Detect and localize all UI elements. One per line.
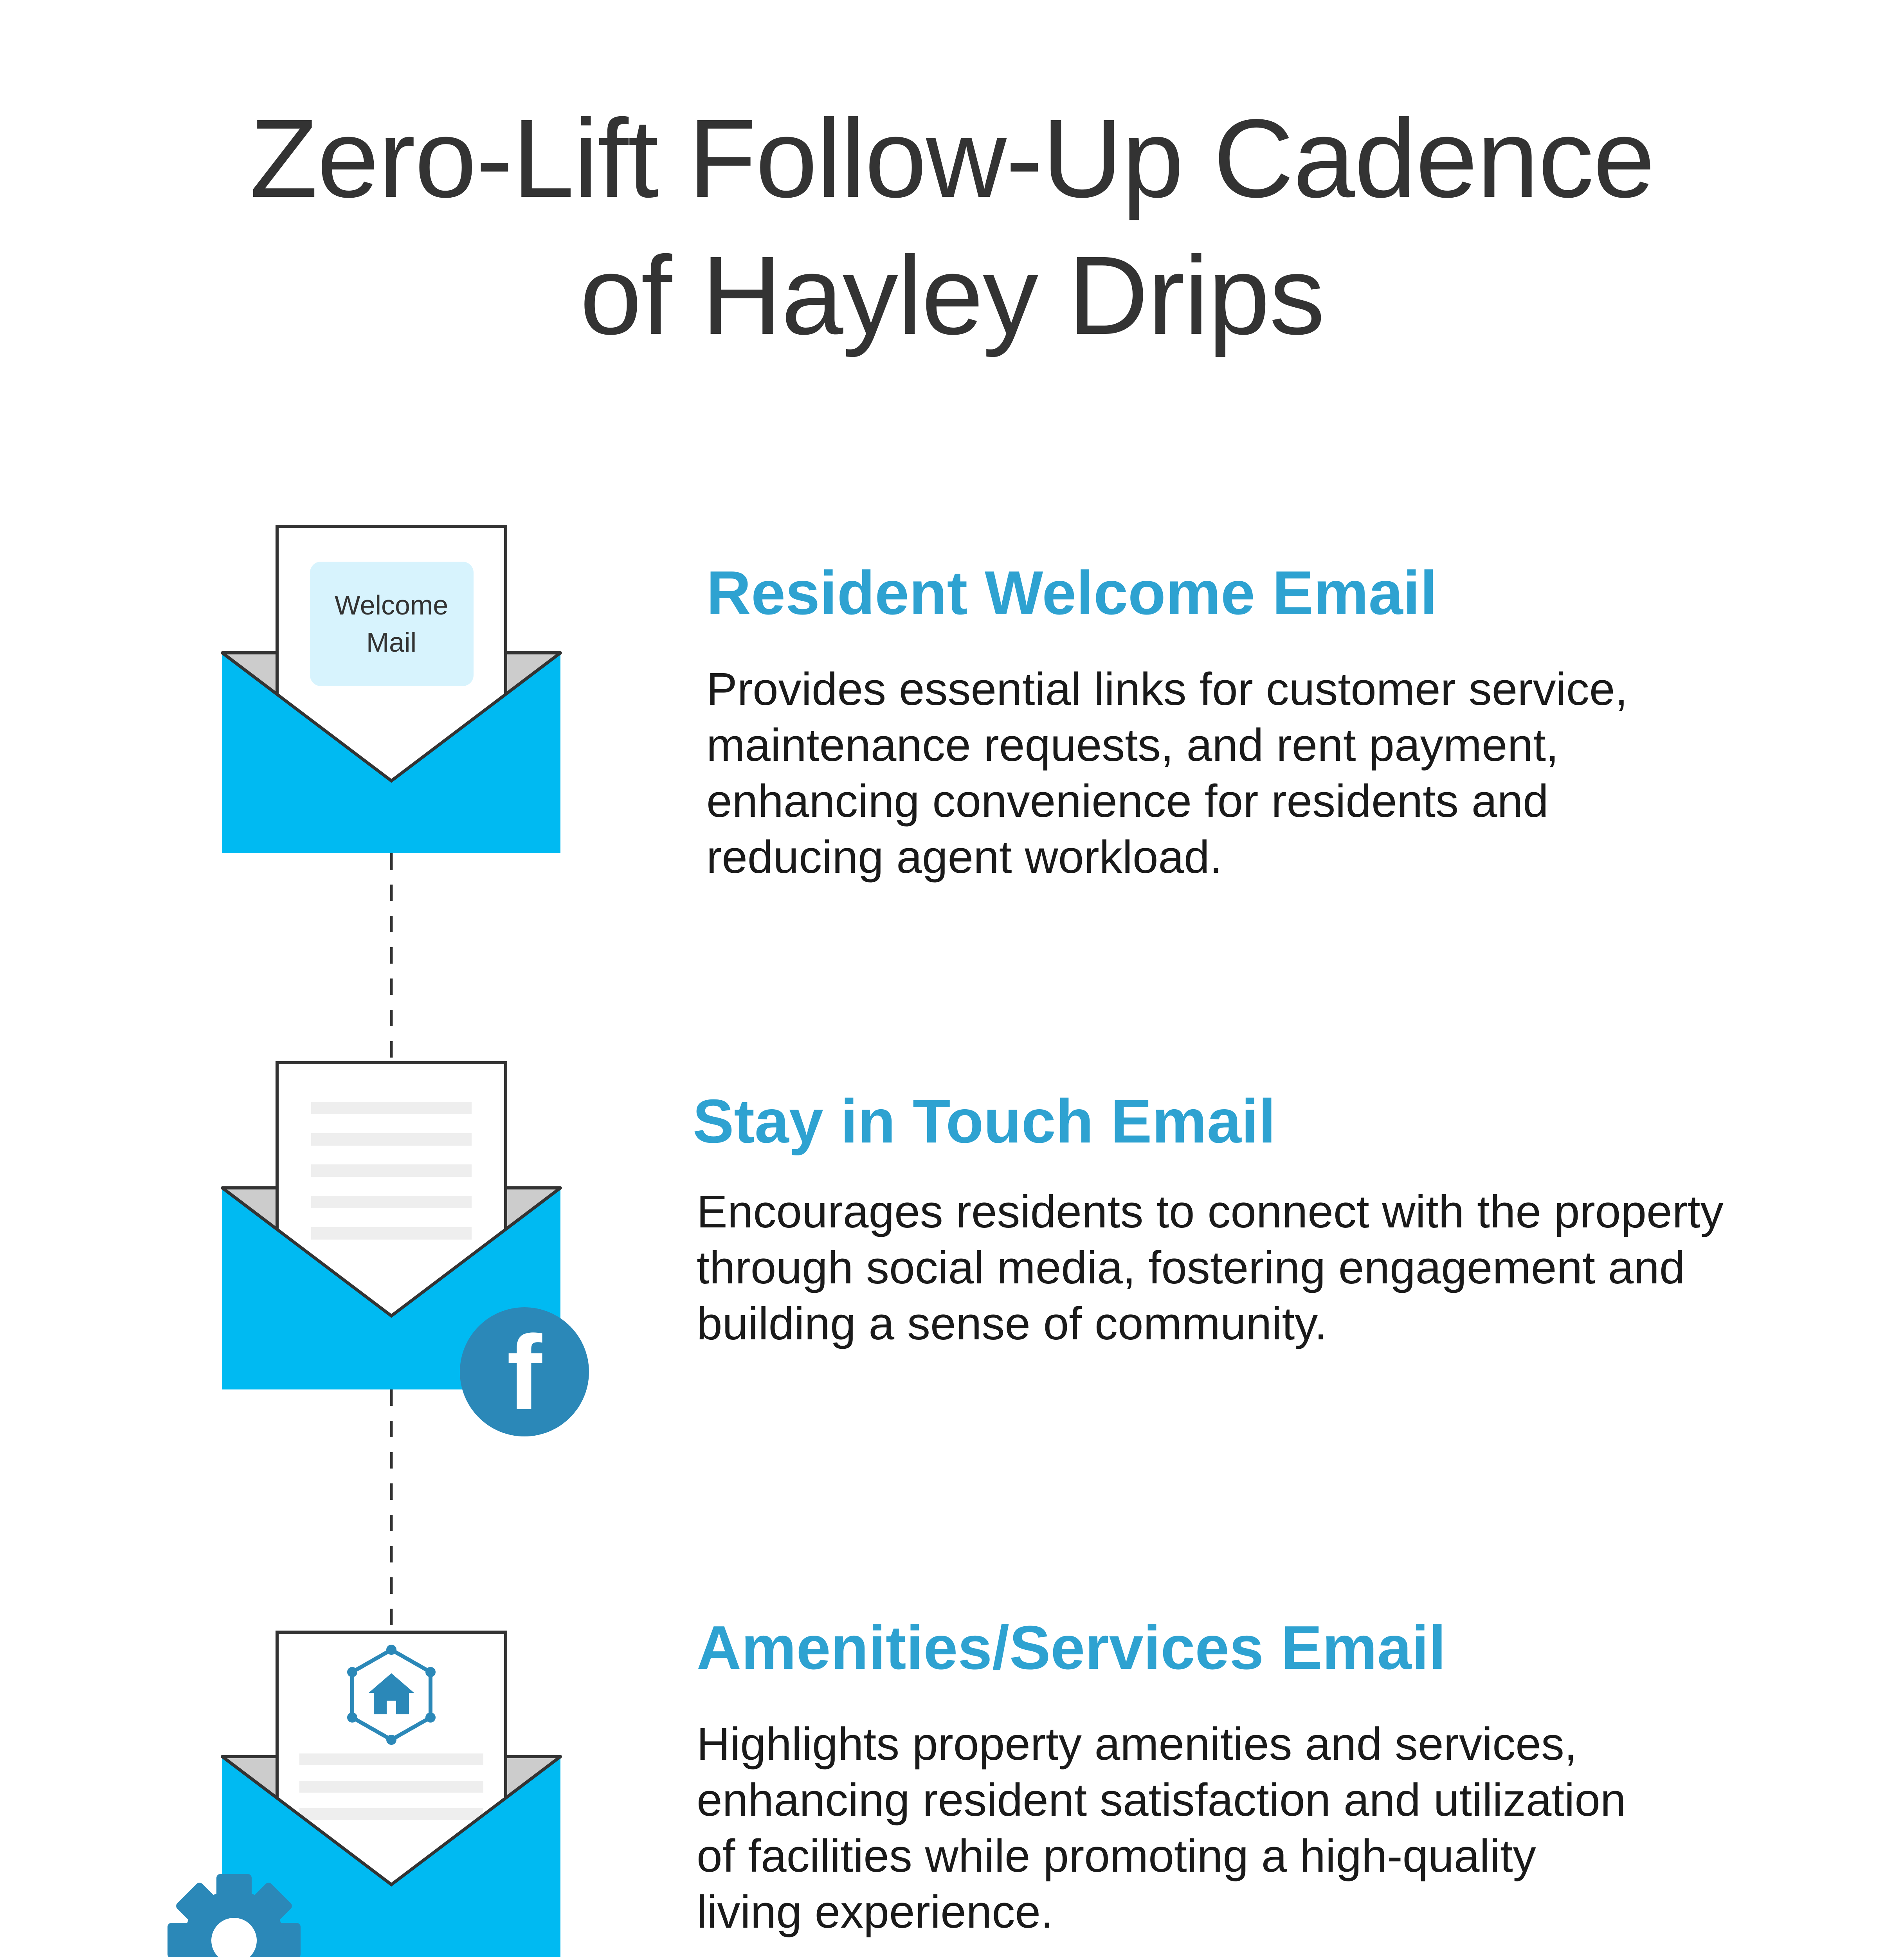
envelope-icon-amenities <box>168 1632 560 1957</box>
welcome-label-line-2: Mail <box>366 627 417 658</box>
placeholder-line <box>311 1102 472 1114</box>
welcome-label-box <box>310 562 474 686</box>
placeholder-line <box>299 1781 483 1793</box>
title-line-1: Zero-Lift Follow-Up Cadence <box>249 96 1655 221</box>
description-line: Provides essential links for customer service, <box>706 663 1628 715</box>
placeholder-line <box>311 1164 472 1177</box>
facebook-letter: f <box>507 1314 542 1432</box>
placeholder-line <box>311 1196 472 1208</box>
description-line: reducing agent workload. <box>706 831 1223 883</box>
step-description-resident-welcome <box>706 661 1861 885</box>
placeholder-line <box>299 1808 483 1820</box>
facebook-icon <box>460 1307 589 1436</box>
description-line: Encourages residents to connect with the property <box>697 1186 1724 1238</box>
placeholder-line <box>299 1753 483 1765</box>
placeholder-line <box>311 1227 472 1240</box>
step-heading-amenities: Amenities/Services Email <box>697 1613 1446 1682</box>
step-heading-resident-welcome: Resident Welcome Email <box>706 559 1437 627</box>
welcome-label-line-1: Welcome <box>334 590 449 620</box>
description-line: of facilities while promoting a high-quality <box>697 1830 1536 1882</box>
description-line: maintenance requests, and rent payment, <box>706 719 1559 771</box>
description-line: Highlights property amenities and services, <box>697 1718 1577 1770</box>
title-line-2: of Hayley Drips <box>580 233 1324 358</box>
placeholder-line <box>311 1133 472 1146</box>
envelope-icon-welcome <box>222 526 560 853</box>
step-description-stay-in-touch <box>697 1184 1851 1352</box>
envelope-icon-stay-in-touch <box>222 1063 589 1436</box>
description-line: enhancing resident satisfaction and utilization <box>697 1774 1626 1826</box>
description-line: living experience. <box>697 1886 1054 1938</box>
step-heading-stay-in-touch: Stay in Touch Email <box>693 1087 1276 1156</box>
step-description-amenities <box>697 1716 1851 1940</box>
description-line: through social media, fostering engagement and <box>697 1242 1685 1294</box>
description-line: enhancing convenience for residents and <box>706 775 1549 827</box>
description-line: building a sense of community. <box>697 1298 1328 1350</box>
